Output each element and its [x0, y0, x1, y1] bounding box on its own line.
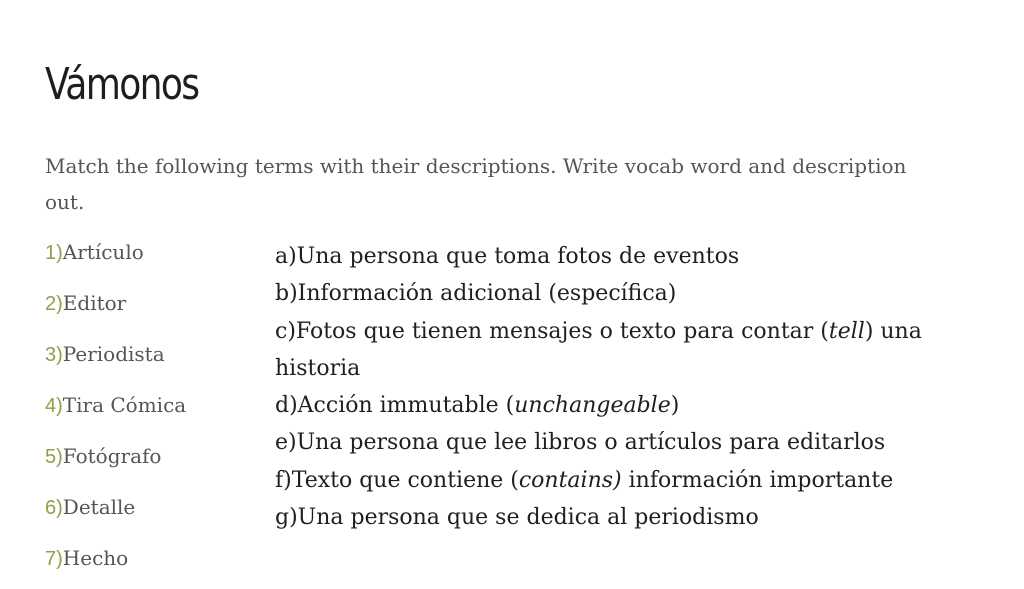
- term-number: 1): [45, 242, 63, 264]
- description-item: [275, 499, 995, 536]
- description-text: g)Una persona que se dedica al periodismo: [275, 505, 759, 531]
- description-item: [275, 462, 995, 499]
- term-number: 6): [45, 497, 63, 519]
- description-text: d)Acción immutable (: [275, 393, 515, 419]
- terms-list: [45, 232, 186, 589]
- description-item: [275, 313, 995, 388]
- description-text: ): [670, 393, 680, 419]
- description-item: [275, 424, 995, 461]
- term-item: [45, 487, 186, 538]
- term-item: [45, 334, 186, 385]
- description-item: [275, 387, 995, 424]
- description-text: c)Fotos que tienen mensajes o texto para contar (: [275, 318, 829, 344]
- term-number: 2): [45, 293, 63, 315]
- term-item: [45, 436, 186, 487]
- description-text: e)Una persona que lee libros o artículos para editarlos: [275, 430, 886, 456]
- description-text: a)Una persona que toma fotos de eventos: [275, 244, 740, 269]
- instructions-text: Match the following terms with their descriptions. Write vocab word and description out.: [45, 154, 907, 214]
- term-number: 3): [45, 344, 63, 366]
- term-label: Tira Cómica: [62, 393, 187, 417]
- term-item: [45, 538, 186, 589]
- term-label: Detalle: [62, 495, 136, 519]
- term-number: 7): [45, 548, 63, 570]
- description-item: [275, 238, 995, 275]
- description-text: f)Texto que contiene (: [275, 467, 519, 493]
- descriptions-list: [275, 238, 995, 536]
- term-label: Editor: [62, 291, 127, 315]
- term-item: [45, 385, 186, 436]
- term-label: Fotógrafo: [62, 444, 162, 468]
- description-italic-text: contains): [518, 467, 622, 493]
- description-text: b)Información adicional (específica): [275, 281, 677, 307]
- term-item: [45, 232, 186, 283]
- term-label: Periodista: [62, 342, 165, 366]
- term-label: Hecho: [62, 546, 129, 570]
- term-item: [45, 283, 186, 334]
- description-text: información importante: [621, 467, 894, 493]
- description-italic-text: unchangeable: [514, 393, 671, 419]
- term-label: Artículo: [62, 240, 144, 264]
- term-number: 5): [45, 446, 63, 468]
- description-text: ) una historia: [275, 318, 922, 381]
- description-item: [275, 275, 995, 312]
- slide-title: Vámonos: [45, 59, 199, 110]
- description-italic-text: tell: [828, 318, 865, 344]
- term-number: 4): [45, 395, 63, 417]
